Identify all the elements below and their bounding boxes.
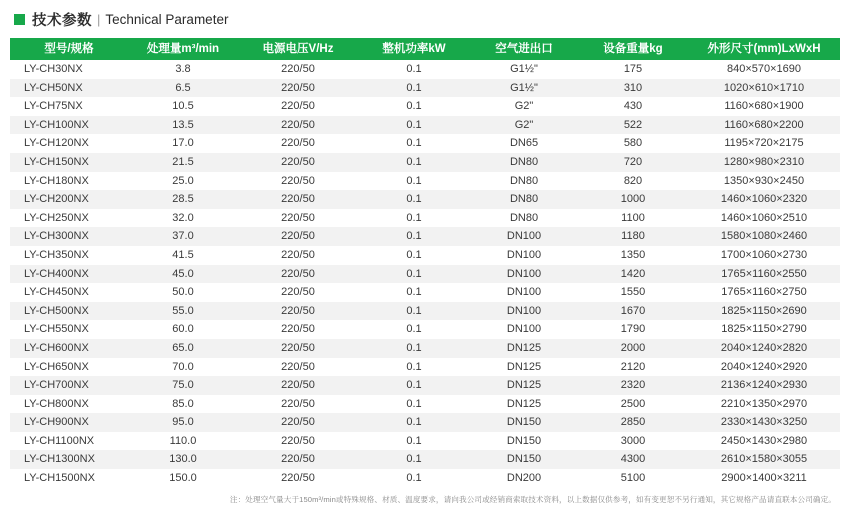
cell-voltage: 220/50 (281, 211, 315, 224)
table-row (10, 246, 840, 265)
cell-model: LY-CH600NX (24, 341, 89, 354)
cell-capacity: 28.5 (172, 193, 194, 206)
cell-power: 0.1 (406, 304, 422, 317)
cell-model: LY-CH450NX (24, 286, 89, 299)
cell-air-port: DN125 (506, 379, 542, 392)
cell-weight: 1180 (621, 230, 645, 243)
cell-model: LY-CH1100NX (24, 434, 95, 447)
cell-air-port: DN150 (506, 416, 542, 429)
cell-dimensions: 1160×680×1900 (724, 100, 804, 113)
cell-weight: 310 (623, 81, 643, 94)
table-header (10, 38, 840, 60)
cell-dimensions: 1765×1160×2750 (721, 286, 807, 299)
cell-weight: 1670 (620, 304, 646, 317)
cell-capacity: 17.0 (172, 137, 194, 150)
title-separator: | (97, 12, 101, 27)
cell-voltage: 220/50 (281, 100, 315, 113)
cell-capacity: 55.0 (172, 304, 194, 317)
column-header-power: 整机功率kW (358, 38, 470, 60)
table-row (10, 469, 840, 488)
table-row (10, 134, 840, 153)
cell-model: LY-CH650NX (24, 360, 89, 373)
column-header-weight: 设备重量kg (578, 38, 688, 60)
page-title (10, 0, 840, 38)
cell-weight: 175 (623, 63, 643, 75)
cell-dimensions: 2900×1400×3211 (721, 472, 807, 485)
cell-dimensions: 1765×1160×2550 (721, 267, 807, 280)
cell-capacity: 41.5 (172, 248, 194, 261)
cell-weight: 1790 (620, 323, 646, 336)
cell-power: 0.1 (406, 248, 422, 261)
cell-weight: 2000 (620, 341, 646, 354)
table-row (10, 227, 840, 246)
cell-power: 0.1 (406, 230, 422, 243)
cell-capacity: 21.5 (172, 155, 194, 168)
cell-model: LY-CH50NX (24, 81, 83, 94)
cell-voltage: 220/50 (281, 341, 315, 354)
table-row (10, 172, 840, 191)
cell-air-port: DN100 (506, 323, 542, 336)
table-row (10, 116, 840, 135)
cell-capacity: 95.0 (172, 416, 194, 429)
cell-weight: 1100 (621, 211, 645, 224)
table-row (10, 450, 840, 469)
cell-capacity: 75.0 (172, 379, 194, 392)
cell-power: 0.1 (406, 63, 422, 75)
column-header-model: 型号/规格 (10, 38, 128, 60)
table-row (10, 432, 840, 451)
cell-capacity: 10.5 (172, 100, 194, 113)
cell-capacity: 85.0 (172, 397, 194, 410)
cell-capacity: 13.5 (172, 118, 194, 131)
cell-dimensions: 1700×1060×2730 (720, 248, 808, 261)
table-row (10, 97, 840, 116)
table-row (10, 413, 840, 432)
column-header-dimensions: 外形尺寸(mm)LxWxH (688, 38, 840, 60)
cell-model: LY-CH180NX (24, 174, 89, 187)
cell-power: 0.1 (406, 341, 422, 354)
cell-power: 0.1 (406, 100, 422, 113)
cell-voltage: 220/50 (281, 286, 315, 299)
cell-power: 0.1 (406, 155, 422, 168)
cell-power: 0.1 (406, 267, 422, 280)
cell-voltage: 220/50 (281, 137, 315, 150)
table-row (10, 395, 840, 414)
cell-air-port: DN100 (506, 304, 542, 317)
cell-dimensions: 1280×980×2310 (723, 155, 805, 168)
cell-weight: 580 (623, 137, 643, 150)
cell-power: 0.1 (406, 323, 422, 336)
cell-capacity: 150.0 (169, 472, 197, 485)
cell-voltage: 220/50 (281, 174, 315, 187)
cell-power: 0.1 (406, 416, 422, 429)
cell-power: 0.1 (406, 397, 422, 410)
page-title-cn: 技术参数 (32, 13, 92, 29)
cell-voltage: 220/50 (281, 416, 315, 429)
cell-capacity: 70.0 (172, 360, 194, 373)
cell-voltage: 220/50 (281, 379, 315, 392)
table-row (10, 209, 840, 228)
cell-capacity: 60.0 (172, 323, 194, 336)
cell-weight: 1420 (620, 267, 646, 280)
cell-dimensions: 2210×1350×2970 (720, 397, 808, 410)
cell-air-port: DN80 (509, 193, 539, 206)
table-row (10, 60, 840, 79)
cell-capacity: 110.0 (169, 434, 197, 447)
cell-voltage: 220/50 (281, 360, 315, 373)
cell-model: LY-CH250NX (24, 211, 89, 224)
cell-voltage: 220/50 (281, 472, 315, 485)
cell-capacity: 3.8 (175, 63, 191, 75)
cell-air-port: DN150 (506, 434, 542, 447)
cell-model: LY-CH1300NX (24, 453, 95, 466)
cell-model: LY-CH75NX (24, 100, 83, 113)
cell-air-port: DN100 (506, 267, 542, 280)
cell-power: 0.1 (406, 118, 422, 131)
table-row (10, 358, 840, 377)
cell-weight: 2850 (620, 416, 646, 429)
cell-air-port: DN100 (506, 230, 542, 243)
cell-weight: 5100 (620, 472, 646, 485)
table-row (10, 265, 840, 284)
table-row (10, 339, 840, 358)
footnote: 注：处理空气量大于150m³/min或特殊规格、材质、温度要求，请向我公司或经销商索取技术资料，以上数据仅供参考，如有变更恕不另行通知，其它规格产品请直联本公司确定。 (229, 494, 836, 504)
table-row (10, 79, 840, 98)
cell-weight: 1550 (620, 286, 646, 299)
cell-dimensions: 2330×1430×3250 (720, 416, 808, 429)
cell-voltage: 220/50 (281, 323, 315, 336)
cell-dimensions: 1020×610×1710 (723, 81, 805, 94)
cell-voltage: 220/50 (281, 63, 315, 75)
cell-dimensions: 2040×1240×2820 (720, 341, 808, 354)
cell-air-port: DN80 (509, 174, 539, 187)
cell-air-port: DN200 (506, 472, 542, 485)
cell-weight: 720 (623, 155, 643, 168)
cell-voltage: 220/50 (281, 155, 315, 168)
cell-model: LY-CH1500NX (24, 472, 95, 485)
column-header-voltage: 电源电压V/Hz (238, 38, 358, 60)
cell-model: LY-CH550NX (24, 323, 89, 336)
cell-model: LY-CH150NX (24, 155, 89, 168)
cell-model: LY-CH400NX (24, 267, 89, 280)
cell-weight: 2120 (620, 360, 646, 373)
cell-air-port: DN80 (509, 211, 539, 224)
column-header-capacity: 处理量m³/min (128, 38, 238, 60)
cell-voltage: 220/50 (281, 434, 315, 447)
cell-dimensions: 1460×1060×2510 (720, 211, 808, 224)
cell-voltage: 220/50 (281, 453, 315, 466)
cell-capacity: 50.0 (172, 286, 194, 299)
cell-model: LY-CH30NX (24, 63, 83, 75)
cell-air-port: G2" (514, 118, 534, 131)
table-row (10, 376, 840, 395)
cell-weight: 820 (623, 174, 643, 187)
cell-model: LY-CH700NX (24, 379, 89, 392)
cell-voltage: 220/50 (281, 118, 315, 131)
cell-capacity: 130.0 (169, 453, 197, 466)
cell-voltage: 220/50 (281, 304, 315, 317)
cell-model: LY-CH350NX (24, 248, 89, 261)
cell-weight: 522 (623, 118, 643, 131)
cell-air-port: DN100 (506, 286, 542, 299)
cell-model: LY-CH100NX (24, 118, 89, 131)
cell-capacity: 25.0 (172, 174, 194, 187)
cell-voltage: 220/50 (281, 267, 315, 280)
cell-weight: 4300 (620, 453, 646, 466)
cell-capacity: 6.5 (175, 81, 191, 94)
cell-dimensions: 1195×720×2175 (724, 137, 804, 150)
cell-power: 0.1 (406, 472, 422, 485)
cell-air-port: DN125 (506, 360, 542, 373)
cell-power: 0.1 (406, 211, 422, 224)
cell-air-port: DN125 (506, 397, 542, 410)
cell-weight: 3000 (620, 434, 646, 447)
cell-air-port: DN100 (506, 248, 542, 261)
cell-dimensions: 2450×1430×2980 (720, 434, 808, 447)
cell-model: LY-CH500NX (24, 304, 89, 317)
technical-parameter-table (10, 38, 840, 488)
cell-model: LY-CH800NX (24, 397, 89, 410)
cell-dimensions: 1825×1150×2690 (721, 304, 807, 317)
cell-capacity: 37.0 (172, 230, 194, 243)
cell-voltage: 220/50 (281, 81, 315, 94)
cell-power: 0.1 (406, 434, 422, 447)
cell-power: 0.1 (406, 137, 422, 150)
cell-voltage: 220/50 (281, 397, 315, 410)
cell-air-port: DN150 (506, 453, 542, 466)
cell-air-port: DN65 (509, 137, 539, 150)
cell-weight: 2500 (620, 397, 646, 410)
cell-model: LY-CH900NX (24, 416, 89, 429)
cell-dimensions: 840×570×1690 (726, 63, 802, 75)
cell-power: 0.1 (406, 174, 422, 187)
cell-air-port: DN80 (509, 155, 539, 168)
cell-voltage: 220/50 (281, 193, 315, 206)
cell-weight: 1000 (620, 193, 646, 206)
cell-power: 0.1 (406, 286, 422, 299)
table-row (10, 283, 840, 302)
cell-power: 0.1 (406, 453, 422, 466)
cell-air-port: G2" (514, 100, 534, 113)
cell-capacity: 65.0 (172, 341, 194, 354)
cell-dimensions: 2040×1240×2920 (720, 360, 808, 373)
cell-dimensions: 1160×680×2200 (724, 118, 804, 131)
table-row (10, 320, 840, 339)
cell-weight: 2320 (620, 379, 646, 392)
cell-dimensions: 1580×1080×2460 (720, 230, 808, 243)
cell-power: 0.1 (406, 193, 422, 206)
cell-dimensions: 2610×1580×3055 (720, 453, 808, 466)
cell-dimensions: 2136×1240×2930 (720, 379, 808, 392)
cell-model: LY-CH300NX (24, 230, 89, 243)
cell-air-port: G1½" (510, 81, 538, 94)
title-marker-icon (14, 14, 25, 25)
cell-voltage: 220/50 (281, 248, 315, 261)
table-body (10, 60, 840, 488)
cell-voltage: 220/50 (281, 230, 315, 243)
cell-weight: 1350 (620, 248, 646, 261)
cell-power: 0.1 (406, 379, 422, 392)
cell-capacity: 45.0 (172, 267, 194, 280)
table-row (10, 190, 840, 209)
table-row (10, 153, 840, 172)
table-header-row (10, 38, 840, 60)
table-row (10, 302, 840, 321)
page-title-en: Technical Parameter (105, 12, 229, 27)
cell-dimensions: 1350×930×2450 (723, 174, 805, 187)
cell-air-port: DN125 (506, 341, 542, 354)
cell-power: 0.1 (406, 360, 422, 373)
cell-air-port: G1½" (510, 63, 538, 75)
cell-model: LY-CH120NX (24, 137, 89, 150)
cell-dimensions: 1825×1150×2790 (721, 323, 807, 336)
cell-power: 0.1 (406, 81, 422, 94)
cell-dimensions: 1460×1060×2320 (720, 193, 808, 206)
column-header-air-port: 空气进出口 (470, 38, 578, 60)
cell-model: LY-CH200NX (24, 193, 89, 206)
cell-capacity: 32.0 (172, 211, 194, 224)
cell-weight: 430 (623, 100, 643, 113)
